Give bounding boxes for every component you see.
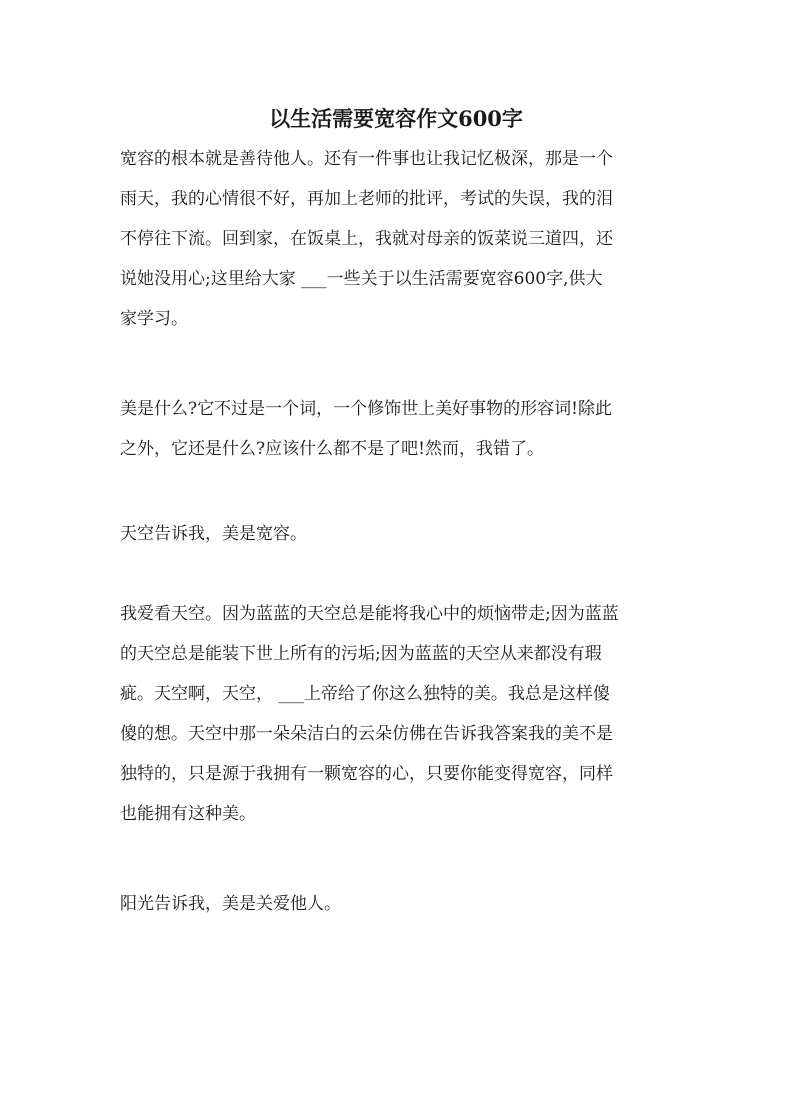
text-line: 也能拥有这种美。 [120,804,256,824]
text-line: 我爱看天空。因为蓝蓝的天空总是能将我心中的烦恼带走;因为蓝蓝 [120,604,619,624]
text-line: 宽容的根本就是善待他人。还有一件事也让我记忆极深，那是一个 [120,149,613,169]
text-line: 之外，它还是什么?应该什么都不是了吧!然而，我错了。 [120,439,544,459]
paragraph-sky-tells [120,514,680,554]
text-line: 傻的想。天空中那一朵朵洁白的云朵仿佛在告诉我答案我的美不是 [120,724,613,744]
paragraph-intro [120,139,680,339]
paragraph-sun-tells [120,884,680,924]
page-title: 以生活需要宽容作文600字 [269,106,523,131]
text-line: 说她没用心;这里给大家 ___一些关于以生活需要宽容600字,供大 [120,269,603,289]
text-line: 不停往下流。回到家，在饭桌上，我就对母亲的饭菜说三道四，还 [120,229,613,249]
text-line: 疵。天空啊，天空， ___上帝给了你这么独特的美。我总是这样傻 [120,684,610,704]
text-line: 美是什么?它不过是一个词，一个修饰世上美好事物的形容词!除此 [120,399,612,419]
text-line: 家学习。 [120,309,188,329]
text-line: 天空告诉我，美是宽容。 [120,524,307,544]
text-line: 独特的，只是源于我拥有一颗宽容的心，只要你能变得宽容，同样 [120,764,613,784]
paragraph-what-is-beauty [120,389,680,469]
text-line: 的天空总是能装下世上所有的污垢;因为蓝蓝的天空从来都没有瑕 [120,644,602,664]
text-line: 阳光告诉我，美是关爱他人。 [120,894,341,914]
text-line: 雨天，我的心情很不好，再加上老师的批评，考试的失误，我的泪 [120,189,613,209]
paragraph-love-sky [120,594,680,834]
